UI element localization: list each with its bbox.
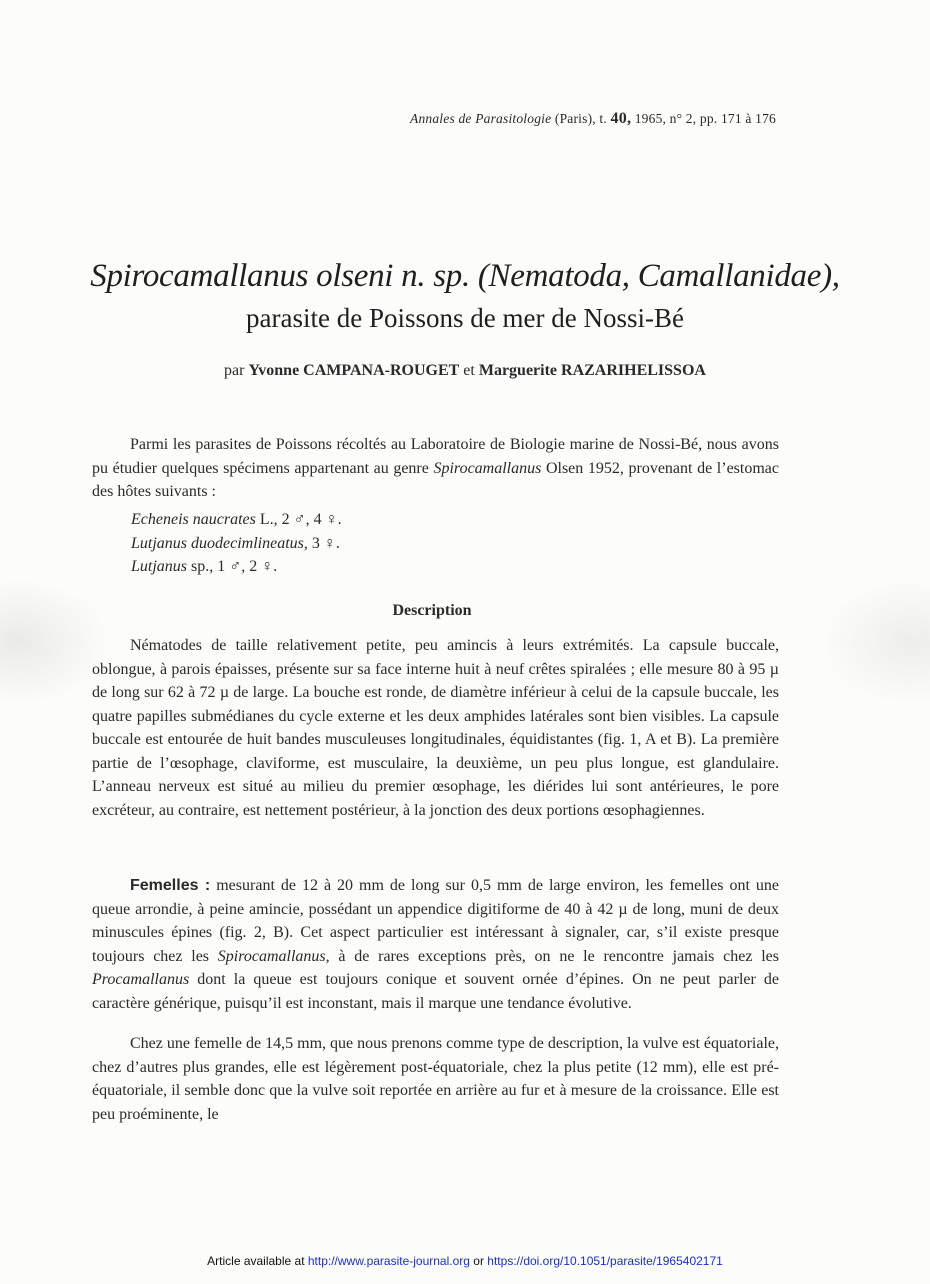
authors-line	[0, 362, 930, 380]
species-count: 3 ♀.	[307, 534, 340, 552]
citation-place: (Paris), t.	[554, 111, 607, 126]
citation-volume: 40,	[610, 110, 632, 127]
host-species-item	[131, 532, 342, 556]
description-text: Nématodes de taille relativement petite, peu amincis à leurs extrémités. La capsule buccale, oblongue, à parois épaisses, présente sur sa face interne huit à neuf crêtes spiralées ; elle mesure 80 à 95 µ de long sur 62 à 72 µ de large. La bouche est ronde, de diamètre inférieur à celui de la capsule buccale, les quatre papilles submédianes du cycle externe et les deux amphides latérales sont bien visibles. La capsule buccale est entourée de huit bandes musculeuses longitudinales, équidistantes (fig. 1, A et B). La première partie de l’œsophage, claviforme, est musculaire, la deuxième, un peu plus longue, est glandulaire. L’anneau nerveux est situé au milieu du premier œsophage, les diérides lui sont antérieures, le pore excréteur, au contraire, est nettement postérieur, à la jonction des deux portions œsophagiennes.	[92, 637, 779, 819]
article-title: Spirocamallanus olseni n. sp. (Nematoda, Camallanidae),	[90, 258, 840, 294]
host-species-item	[131, 555, 342, 579]
species-name: Lutjanus	[131, 558, 188, 575]
vulva-text: Chez une femelle de 14,5 mm, que nous prenons comme type de description, la vulve est équatoriale, chez d’autres plus grandes, elle est légèrement post-équatoriale, chez la plus petite (12 mm), elle est pré-équatoriale, il semble donc que la vulve soit reportée en arrière au fur et à mesure de la croissance. Elle est peu proéminente, le	[92, 1035, 779, 1123]
host-species-item	[131, 508, 342, 532]
article-footer	[0, 1254, 930, 1268]
intro-text-2: Olsen 1952, provenant de l’estomac des hôtes suivants :	[92, 459, 779, 500]
author-2: Marguerite RAZARIHELISSOA	[478, 362, 706, 379]
females-text-3: dont la queue est toujours conique et souvent ornée d’épines. On ne peut parler de caractère générique, puisqu’il est inconstant, mais il marque une tendance évolutive.	[92, 971, 779, 1012]
females-genus-1: Spirocamallanus,	[217, 947, 330, 965]
doi-link[interactable]: https://doi.org/10.1051/parasite/1965402171	[487, 1254, 723, 1268]
journal-name: Annales de Parasitologie	[410, 111, 552, 126]
intro-genus: Spirocamallanus	[433, 459, 542, 477]
females-text-1: mesurant de 12 à 20 mm de long sur 0,5 mm de large environ, les femelles ont une queue arrondie, à peine amincie, possédant un appendice digitiforme de 40 à 42 µ de long, muni de deux minuscules épines (fig. 2, B). Cet aspect particulier est intéressant à signaler, car, s’il existe presque toujours chez les	[92, 877, 779, 965]
females-label: Femelles :	[130, 877, 211, 894]
footer-or: or	[469, 1254, 488, 1268]
authors-par: par	[224, 362, 245, 379]
journal-citation	[410, 110, 776, 128]
intro-paragraph	[92, 433, 779, 504]
section-heading-description: Description	[392, 602, 472, 619]
species-count: L., 2 ♂, 4 ♀.	[255, 511, 342, 528]
host-species-list	[131, 508, 342, 579]
authors-et: et	[463, 362, 475, 379]
females-text-2: à de rares exceptions près, on ne le rencontre jamais chez les	[329, 947, 779, 965]
description-paragraph	[92, 634, 779, 822]
journal-link[interactable]: http://www.parasite-journal.org	[307, 1254, 470, 1268]
intro-text-1: Parmi les parasites de Poissons récoltés au Laboratoire de Biologie marine de Nossi-Bé, nous avons pu étudier quelques spécimens appartenant au genre	[92, 436, 779, 477]
author-1: Yvonne CAMPANA-ROUGET	[248, 362, 460, 379]
footer-prefix: Article available at	[207, 1254, 308, 1268]
species-name: Lutjanus duodecimlineatus,	[131, 534, 308, 552]
species-count: sp., 1 ♂, 2 ♀.	[187, 558, 278, 575]
species-name: Echeneis naucrates	[131, 511, 256, 528]
article-subtitle: parasite de Poissons de mer de Nossi-Bé	[246, 303, 684, 333]
citation-details: 1965, n° 2, pp. 171 à 176	[634, 111, 776, 126]
females-paragraph	[92, 874, 779, 1015]
females-genus-2: Procamallanus	[92, 971, 190, 988]
vulva-paragraph	[92, 1032, 779, 1126]
